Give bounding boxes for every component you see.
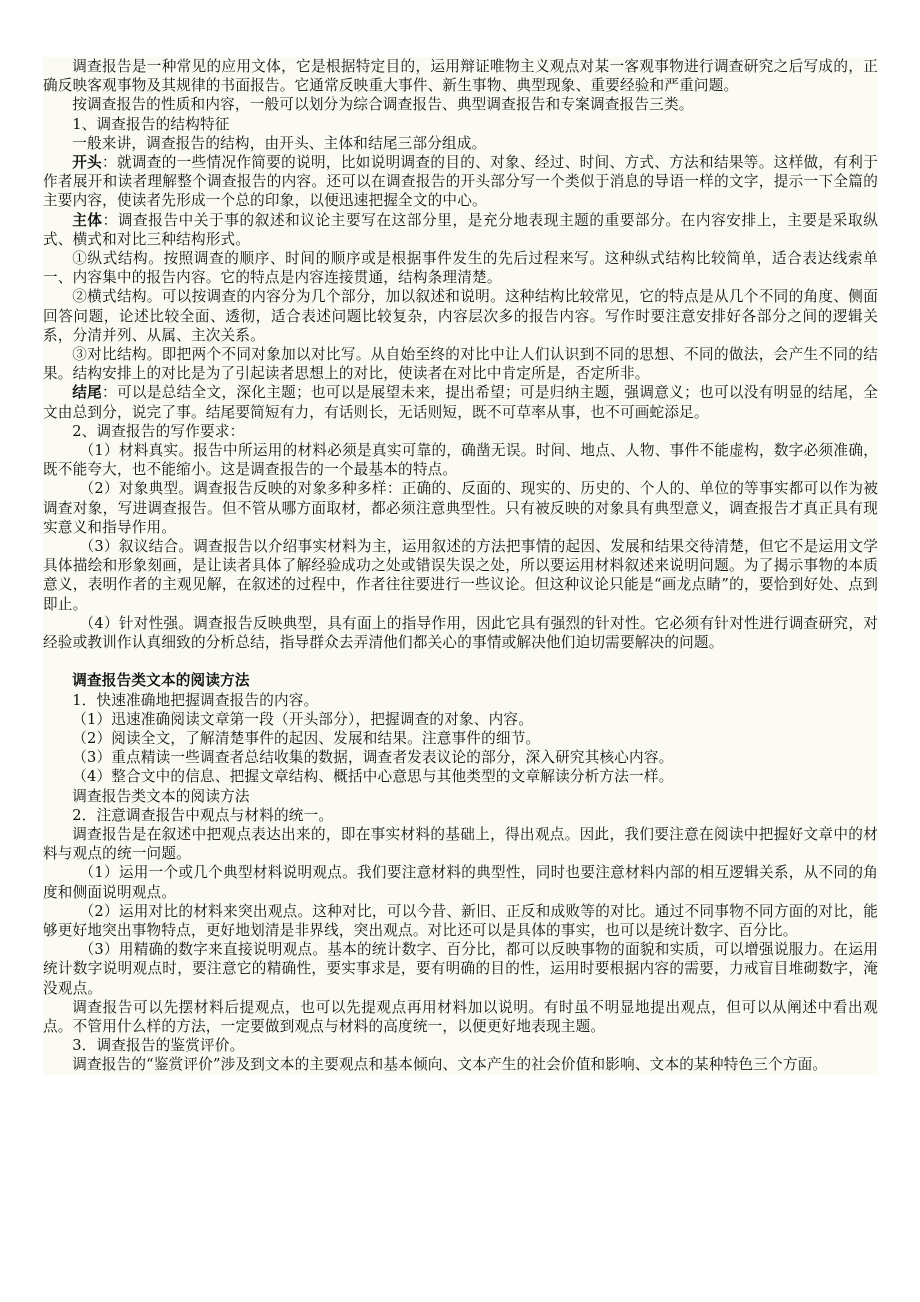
method-1c: （3）重点精读一些调查者总结收集的数据，调查者发表议论的部分，深入研究其核心内容。 [72, 749, 674, 767]
method-2b: （2）运用对比的材料来突出观点。这种对比，可以今昔、新旧、正反和成败等的对比。通过不同事物不同方面的对比，能够更好地突出事物特点，更好地划清是非界线，突出观点。对比还可以是具体的事实，也可以是统计数字、百分比。 [43, 902, 878, 939]
method-2c: （3）用精确的数字来直接说明观点。基本的统计数字、百分比，都可以反映事物的面貌和实质，可以增强说服力。在运用统计数字说明观点时，要注意它的精确性，要实事求是，要有明确的目的性，运用时要根据内容的需要，力戒盲目堆砌数字，淹没观点。 [43, 941, 878, 997]
horizontal-structure-paragraph: ②横式结构。可以按调查的内容分为几个部分，加以叙述和说明。这种结构比较常见，它的特点是从几个不同的角度、侧面回答问题，论述比较全面、透彻，适合表述问题比较复杂，内容层次多的报告内容。写作时要注意安排好各部分之间的逻辑关系，分清并列、从属、主次关系。 [43, 288, 878, 344]
requirement-2: （2）对象典型。调查报告反映的对象多种多样：正确的、反面的、现实的、历史的、个人的、单位的等事实都可以作为被调查对象，写进调查报告。但不管从哪方面取材，都必须注意典型性。只有被反映的对象具有典型意义，调查报告才真正具有现实意义和指导作用。 [43, 480, 878, 536]
structure-paragraph: 一般来讲，调查报告的结构，由开头、主体和结尾三部分组成。 [72, 134, 487, 152]
contrast-structure-paragraph: ③对比结构。即把两个不同对象加以对比写。从自始至终的对比中让人们认识到不同的思想、不同的做法，会产生不同的结果。结构安排上的对比是为了引起读者思想上的对比，使读者在对比中肯定所是，否定所非。 [43, 346, 878, 383]
types-paragraph: 按调查报告的性质和内容，一般可以划分为综合调查报告、典型调查报告和专案调查报告三类。 [72, 96, 694, 114]
ending-paragraph [43, 383, 878, 421]
method-1a: （1）迅速准确阅读文章第一段（开头部分），把握调查的对象、内容。 [72, 710, 533, 728]
method-3-text: 调查报告的“鉴赏评价”涉及到文本的主要观点和基本倾向、文本产生的社会价值和影响、文本的某种特色三个方面。 [72, 1056, 828, 1074]
requirement-4: （4）针对性强。调查报告反映典型，具有面上的指导作用，因此它具有强烈的针对性。它必须有针对性进行调查研究，对经验或教训作认真细致的分析总结，指导群众去弄清他们都关心的事情或解决他们迫切需要解决的问题。 [43, 614, 878, 652]
reading-method-title-repeat: 调查报告类文本的阅读方法 [72, 787, 250, 805]
method-1: 1．快速准确地把握调查报告的内容。 [72, 691, 319, 709]
requirement-1: （1）材料真实。报告中所运用的材料必须是真实可靠的，确凿无误。时间、地点、人物、事件不能虚构，数字必须准确，既不能夸大，也不能缩小。这是调查报告的一个最基本的特点。 [43, 442, 878, 479]
ending-text: ：可以是总结全文，深化主题；也可以是展望未来，提出希望；可是归纳主题，强调意义；也可以没有明显的结尾，全文由总到分，说完了事。结尾要简短有力，有话则长，无话则短，既不可草率从事，也不可画蛇添足。 [43, 384, 879, 421]
reading-method-title: 调查报告类文本的阅读方法 [72, 672, 250, 690]
requirements-heading: 2、调查报告的写作要求： [72, 422, 245, 440]
opening-text: ：就调查的一些情况作简要的说明，比如说明调查的目的、对象、经过、时间、方式、方法和结果等。这样做，有利于作者展开和读者理解整个调查报告的内容。还可以在调查报告的开头部分写一个类似于消息的导语一样的文字，提示一下全篇的主要内容，使读者先形成一个总的印象，以便迅速把握全文的中心。 [43, 154, 879, 210]
body-text: ：调查报告中关于事的叙述和议论主要写在这部分里，是充分地表现主题的重要部分。在内容安排上，主要是采取纵式、横式和对比三种结构形式。 [43, 211, 878, 248]
method-2a: （1）运用一个或几个典型材料说明观点。我们要注意材料的典型性，同时也要注意材料内部的相互逻辑关系，从不同的角度和侧面说明观点。 [43, 864, 878, 901]
method-2-intro: 调查报告是在叙述中把观点表达出来的，即在事实材料的基础上，得出观点。因此，我们要注意在阅读中把握好文章中的材料与观点的统一问题。 [43, 825, 878, 863]
opening-paragraph [43, 153, 878, 211]
opening-label: 开头 [72, 154, 103, 172]
method-1d: （4）整合文中的信息、把握文章结构、概括中心意思与其他类型的文章解读分析方法一样。 [72, 768, 674, 786]
body-paragraph [43, 211, 878, 249]
vertical-structure-paragraph: ①纵式结构。按照调查的顺序、时间的顺序或是根据事件发生的先后过程来写。这种纵式结构比较简单，适合表达线索单一、内容集中的报告内容。它的特点是内容连接贯通，结构条理清楚。 [43, 250, 878, 287]
document-page [43, 57, 878, 1075]
ending-label: 结尾 [72, 384, 103, 402]
section-gap [43, 652, 878, 671]
method-3: 3．调查报告的鉴赏评价。 [72, 1037, 245, 1055]
method-2: 2．注意调查报告中观点与材料的统一。 [72, 806, 334, 824]
structure-heading: 1、调查报告的结构特征 [72, 115, 230, 133]
method-1b: （2）阅读全文，了解清楚事件的起因、发展和结果。注意事件的细节。 [72, 729, 541, 747]
intro-paragraph: 调查报告是一种常见的应用文体，它是根据特定目的，运用辩证唯物主义观点对某一客观事物进行调查研究之后写成的，正确反映客观事物及其规律的书面报告。它通常反映重大事件、新生事物、典型现象、重要经验和严重问题。 [43, 58, 878, 95]
method-2d: 调查报告可以先摆材料后提观点，也可以先提观点再用材料加以说明。有时虽不明显地提出观点，但可以从阐述中看出观点。不管用什么样的方法，一定要做到观点与材料的高度统一，以便更好地表现主题。 [43, 998, 878, 1035]
body-label: 主体 [72, 211, 103, 229]
requirement-3: （3）叙议结合。调查报告以介绍事实材料为主，运用叙述的方法把事情的起因、发展和结果交待清楚，但它不是运用文学具体描绘和形象刻画，是让读者具体了解经验成功之处或错误失误之处，所以要运用材料叙述来说明问题。为了揭示事物的本质意义，表明作者的主观见解，在叙述的过程中，作者往往要进行一些议论。但这种议论只能是“画龙点睛”的，要恰到好处、点到即止。 [43, 538, 878, 613]
